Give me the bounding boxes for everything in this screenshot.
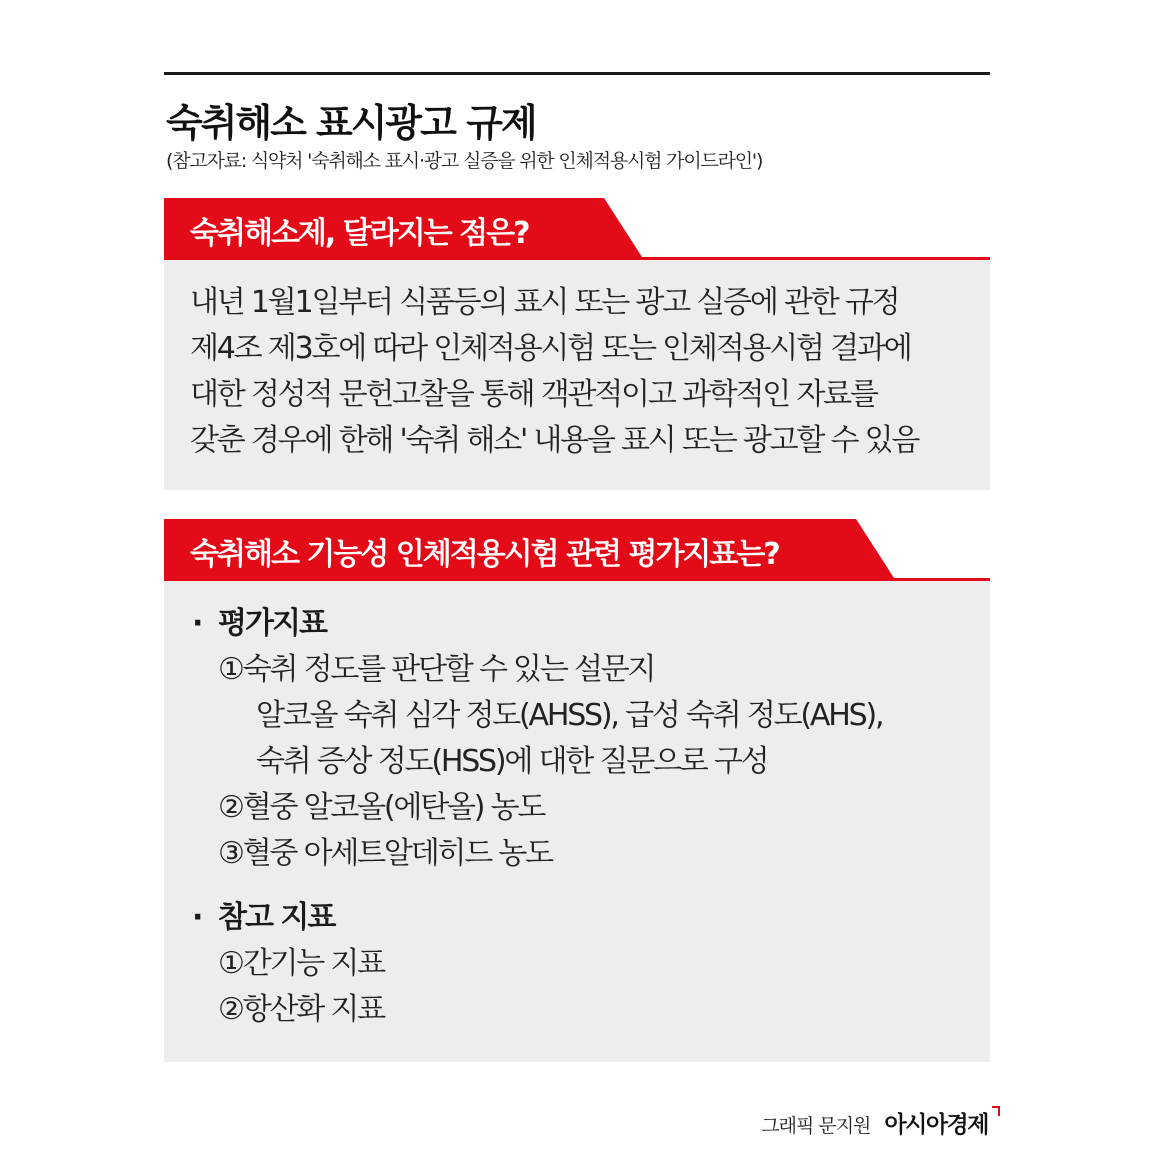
group-2-label: 참고 지표 — [218, 900, 335, 935]
evaluation-indicators-group — [192, 601, 882, 877]
section-1-body — [190, 280, 918, 464]
credit-line — [761, 1106, 988, 1139]
list-item: ②항산화 지표 — [218, 992, 384, 1027]
top-rule — [164, 72, 990, 75]
section-2-heading: 숙취해소 기능성 인체적용시험 관련 평가지표는? — [190, 537, 779, 572]
section-1-heading: 숙취해소제, 달라지는 점은? — [190, 216, 529, 251]
list-item: ①숙취 정도를 판단할 수 있는 설문지 — [218, 652, 655, 687]
brand-name: 아시아경제 — [884, 1112, 988, 1138]
list-item-detail: 알코올 숙취 심각 정도(AHSS), 급성 숙취 정도(AHS), — [256, 698, 883, 733]
bullet-dot: · — [192, 606, 202, 641]
section-2-panel — [164, 581, 990, 1062]
section-1-panel — [164, 260, 990, 490]
group-1-label-row — [192, 601, 882, 647]
page-title: 숙취해소 표시광고 규제 — [166, 101, 536, 145]
section-1-header — [164, 198, 990, 260]
reference-indicators-group — [192, 895, 384, 1033]
group-1-label: 평가지표 — [218, 606, 326, 641]
list-item: ②혈중 알코올(에탄올) 농도 — [218, 790, 545, 825]
bullet-dot: · — [192, 900, 202, 935]
list-item: ①간기능 지표 — [218, 946, 384, 981]
source-note: (참고자료: 식약처 '숙취해소 표시·광고 실증을 위한 인체적용시험 가이드라인') — [166, 150, 763, 172]
list-item: ③혈중 아세트알데히드 농도 — [218, 836, 552, 871]
body-line: 대한 정성적 문헌고찰을 통해 객관적이고 과학적인 자료를 — [190, 377, 877, 412]
section-2-header — [164, 519, 990, 581]
group-2-label-row — [192, 895, 384, 941]
body-line: 제4조 제3호에 따라 인체적용시험 또는 인체적용시험 결과에 — [190, 331, 911, 366]
brand-mark-icon — [992, 1106, 1000, 1116]
list-item-detail: 숙취 증상 정도(HSS)에 대한 질문으로 구성 — [256, 744, 768, 779]
body-line: 갖춘 경우에 한해 '숙취 해소' 내용을 표시 또는 광고할 수 있음 — [190, 423, 919, 458]
brand-logo — [884, 1106, 988, 1139]
body-line: 내년 1월1일부터 식품등의 표시 또는 광고 실증에 관한 규정 — [190, 285, 899, 320]
graphic-credit: 그래픽 문지원 — [761, 1115, 871, 1137]
